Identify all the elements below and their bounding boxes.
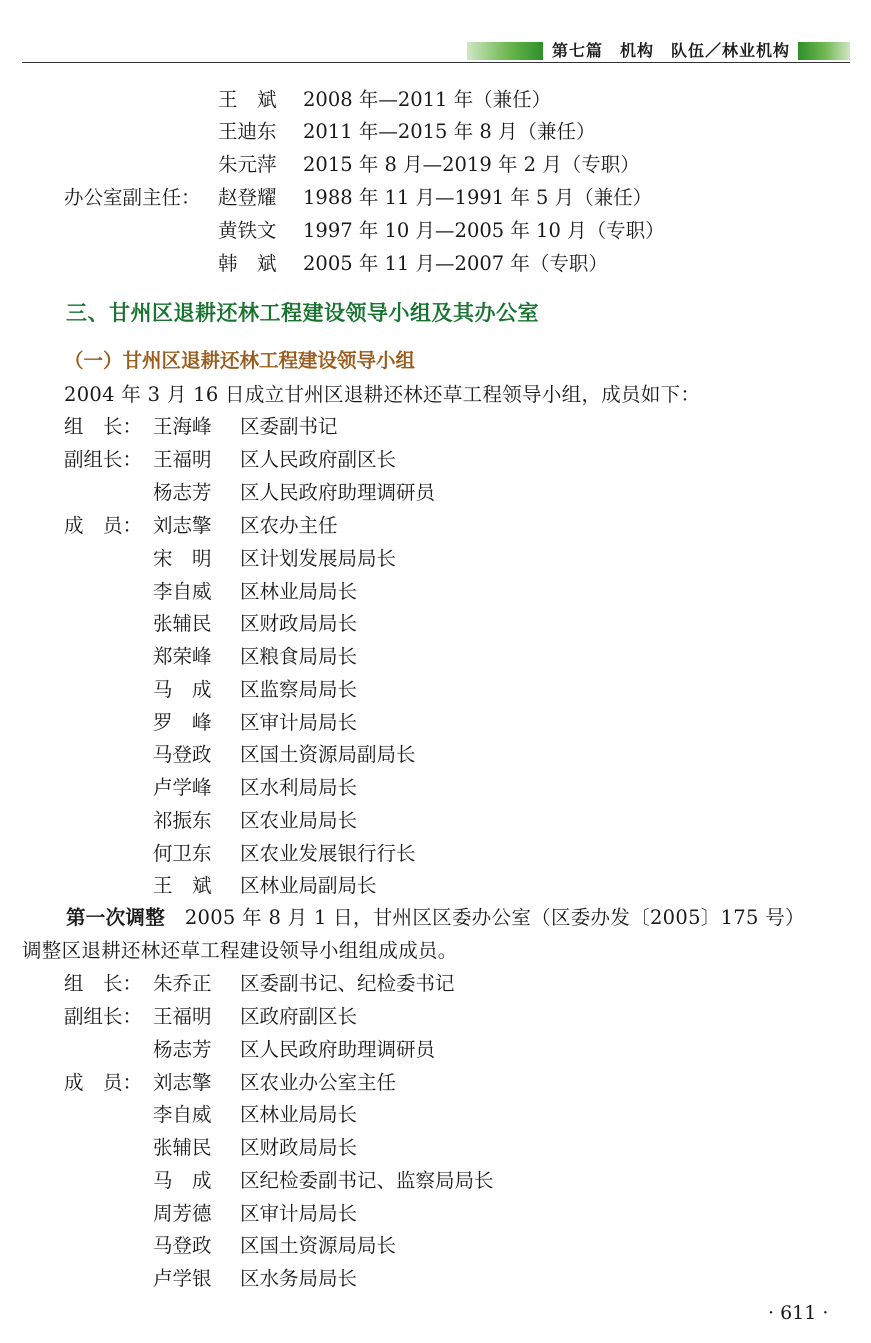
member-position: 区农业发展银行行长 bbox=[240, 842, 416, 865]
member-name: 王福明 bbox=[153, 1005, 212, 1028]
member-position: 区计划发展局局长 bbox=[240, 547, 397, 570]
member-name: 李自威 bbox=[153, 1103, 212, 1126]
member-name: 马登政 bbox=[153, 1234, 212, 1257]
member-name: 王 斌 bbox=[153, 874, 212, 897]
member-name: 朱乔正 bbox=[153, 972, 212, 995]
member-name: 刘志擎 bbox=[153, 514, 212, 537]
member-name: 杨志芳 bbox=[153, 481, 212, 504]
member-position: 区农业局局长 bbox=[240, 809, 358, 832]
member-position: 区委副书记、纪检委书记 bbox=[240, 972, 455, 995]
member-name: 杨志芳 bbox=[153, 1038, 212, 1061]
role-label: 成 员： bbox=[64, 1071, 143, 1094]
member-name: 周芳德 bbox=[153, 1202, 212, 1225]
member-name: 何卫东 bbox=[153, 842, 212, 865]
member-position: 区国土资源局局长 bbox=[240, 1234, 397, 1257]
member-position: 区监察局局长 bbox=[240, 678, 358, 701]
role-label: 副组长： bbox=[64, 448, 143, 471]
member-position: 区审计局局长 bbox=[240, 711, 358, 734]
subsection-title: （一）甘州区退耕还林工程建设领导小组 bbox=[64, 349, 416, 372]
member-name: 卢学峰 bbox=[153, 776, 212, 799]
member-name: 罗 峰 bbox=[153, 711, 212, 734]
member-name: 王海峰 bbox=[153, 415, 212, 438]
member-position: 区人民政府助理调研员 bbox=[240, 481, 436, 504]
page-number: · 611 · bbox=[768, 1302, 829, 1324]
person-name: 赵登耀 bbox=[218, 186, 277, 209]
member-position: 区水利局局长 bbox=[240, 776, 358, 799]
member-name: 王福明 bbox=[153, 448, 212, 471]
member-position: 区财政局局长 bbox=[240, 1136, 358, 1159]
header-green-bar-right bbox=[798, 42, 850, 60]
term-info: 2015 年 8 月—2019 年 2 月（专职） bbox=[303, 153, 640, 176]
member-position: 区粮食局局长 bbox=[240, 645, 358, 668]
list-label: 办公室副主任： bbox=[64, 186, 201, 209]
term-info: 2005 年 11 月—2007 年（专职） bbox=[303, 252, 608, 275]
member-position: 区委副书记 bbox=[240, 415, 338, 438]
member-position: 区人民政府副区长 bbox=[240, 448, 397, 471]
adjustment-paragraph-line1 bbox=[66, 903, 805, 933]
person-name: 黄铁文 bbox=[218, 219, 277, 242]
member-name: 郑荣峰 bbox=[153, 645, 212, 668]
member-position: 区林业局副局长 bbox=[240, 874, 377, 897]
person-name: 韩 斌 bbox=[218, 252, 277, 275]
member-position: 区国土资源局副局长 bbox=[240, 743, 416, 766]
term-info: 2011 年—2015 年 8 月（兼任） bbox=[303, 120, 596, 143]
member-name: 卢学银 bbox=[153, 1267, 212, 1290]
person-name: 王 斌 bbox=[218, 88, 277, 111]
section-title: 三、甘州区退耕还林工程建设领导小组及其办公室 bbox=[66, 301, 539, 325]
role-label: 组 长： bbox=[64, 415, 143, 438]
member-position: 区纪检委副书记、监察局局长 bbox=[240, 1169, 494, 1192]
role-label: 副组长： bbox=[64, 1005, 143, 1028]
term-info: 2008 年—2011 年（兼任） bbox=[303, 88, 552, 111]
term-info: 1997 年 10 月—2005 年 10 月（专职） bbox=[303, 219, 665, 242]
running-header bbox=[22, 40, 850, 62]
member-name: 李自威 bbox=[153, 580, 212, 603]
member-name: 张辅民 bbox=[153, 1136, 212, 1159]
member-name: 祁振东 bbox=[153, 809, 212, 832]
member-name: 刘志擎 bbox=[153, 1071, 212, 1094]
member-position: 区人民政府助理调研员 bbox=[240, 1038, 436, 1061]
adjustment-paragraph-line2: 调整区退耕还林还草工程建设领导小组组成成员。 bbox=[22, 939, 458, 962]
member-name: 马登政 bbox=[153, 743, 212, 766]
adjustment-lead: 第一次调整 bbox=[66, 906, 166, 929]
member-position: 区林业局局长 bbox=[240, 580, 358, 603]
member-position: 区农办主任 bbox=[240, 514, 338, 537]
member-position: 区农业办公室主任 bbox=[240, 1071, 397, 1094]
role-label: 成 员： bbox=[64, 514, 143, 537]
member-position: 区财政局局长 bbox=[240, 612, 358, 635]
role-label: 组 长： bbox=[64, 972, 143, 995]
member-position: 区林业局局长 bbox=[240, 1103, 358, 1126]
member-position: 区审计局局长 bbox=[240, 1202, 358, 1225]
member-name: 宋 明 bbox=[153, 547, 212, 570]
term-info: 1988 年 11 月—1991 年 5 月（兼任） bbox=[303, 186, 653, 209]
member-name: 马 成 bbox=[153, 1169, 212, 1192]
adjustment-text: 2005 年 8 月 1 日，甘州区区委办公室（区委办发〔2005〕175 号） bbox=[165, 906, 805, 929]
header-rule bbox=[22, 62, 850, 63]
header-green-bar-left bbox=[467, 42, 543, 60]
member-position: 区水务局局长 bbox=[240, 1267, 358, 1290]
person-name: 王迪东 bbox=[218, 120, 277, 143]
member-name: 马 成 bbox=[153, 678, 212, 701]
running-title: 第七篇 机构 队伍／林业机构 bbox=[552, 41, 791, 60]
intro-paragraph: 2004 年 3 月 16 日成立甘州区退耕还林还草工程领导小组，成员如下： bbox=[64, 383, 701, 406]
person-name: 朱元萍 bbox=[218, 153, 277, 176]
member-position: 区政府副区长 bbox=[240, 1005, 358, 1028]
member-name: 张辅民 bbox=[153, 612, 212, 635]
